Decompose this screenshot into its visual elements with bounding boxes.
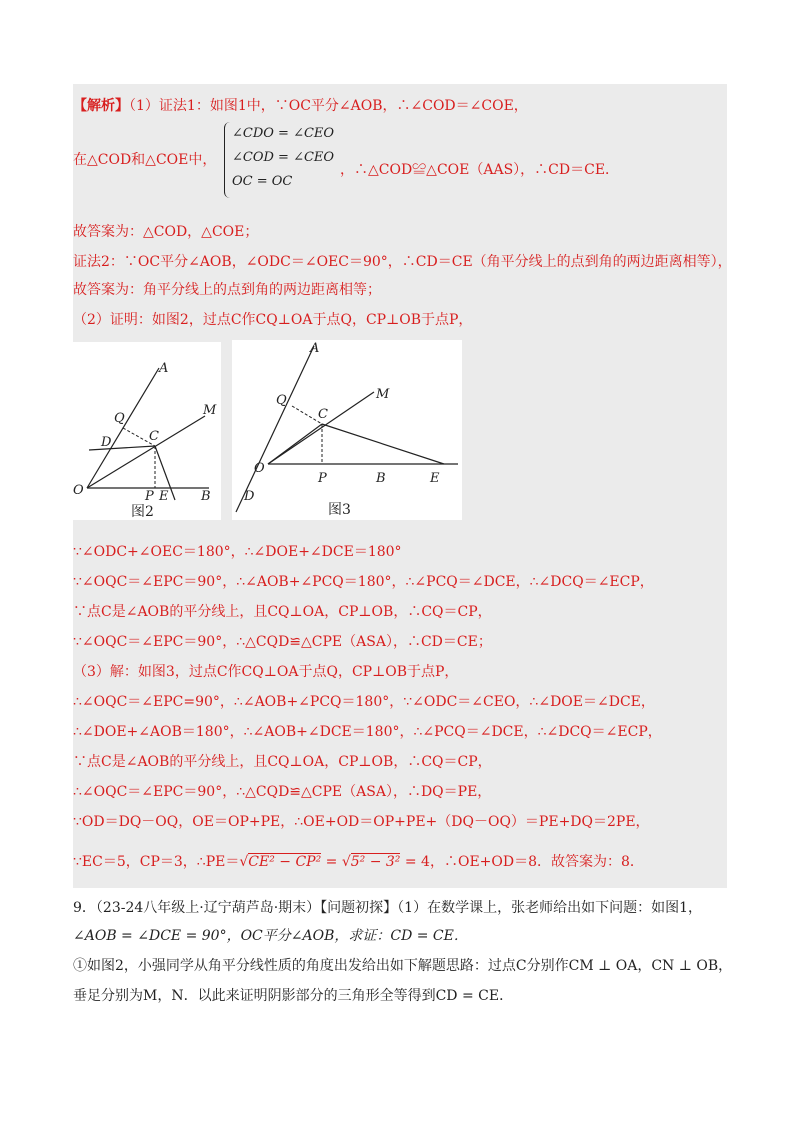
fig3-label-a: A xyxy=(310,341,320,356)
figure-2 xyxy=(73,342,221,520)
solution-17-suffix: ，∴OE+OD＝8．故答案为：8． xyxy=(429,854,644,870)
solution-text-1: （1）证法1：如图1中，∵OC平分∠AOB，∴∠COD＝∠COE， xyxy=(129,98,528,114)
figure-3 xyxy=(232,340,462,520)
fig3-label-m: M xyxy=(376,387,390,402)
solution-tag: 【解析】 xyxy=(73,98,129,114)
fig2-label-a: A xyxy=(159,361,169,376)
solution-line-14: ∵点C是∠AOB的平分线上，且CQ⊥OA，CP⊥OB，∴CQ＝CP， xyxy=(73,754,492,770)
fig2-label-e: E xyxy=(159,489,169,504)
equation-row-1: ∠CDO = ∠CEO xyxy=(232,126,335,141)
solution-line-1 xyxy=(73,96,528,116)
solution-line-10: ∵∠OQC＝∠EPC＝90°，∴△CQD≌△CPE（ASA），∴CD＝CE； xyxy=(73,634,492,650)
solution-line-17: ∵EC＝5，CP＝3，∴PE＝√CE² − CP² = √5² − 3² = 4，∴OE+OD＝8．故答案为：8． xyxy=(73,854,644,870)
solution-line-15: ∴∠OQC＝∠EPC＝90°，∴△CQD≌△CPE（ASA），∴DQ＝PE， xyxy=(73,784,492,800)
solution-line-16: ∵OD＝DQ－OQ，OE＝OP+PE，∴OE+OD＝OP+PE+（DQ－OQ）＝PE+DQ＝2PE， xyxy=(73,814,650,830)
fig3-label-c: C xyxy=(318,407,328,422)
fig2-label-q: Q xyxy=(114,411,125,426)
solution-line-9: ∵点C是∠AOB的平分线上，且CQ⊥OA，CP⊥OB，∴CQ＝CP， xyxy=(73,604,492,620)
sqrt-expression-1: CE² − CP² xyxy=(248,854,322,870)
question-9-line-3: ①如图2，小强同学从角平分线性质的角度出发给出如下解题思路：过点C分别作CM ⊥ OA，CN ⊥ OB， xyxy=(73,958,733,974)
solution-line-2-prefix: 在△COD和△COE中， xyxy=(73,152,217,168)
sqrt-expression-2: 5² − 3² xyxy=(350,854,401,870)
sqrt-value: = 4 xyxy=(400,854,430,870)
solution-line-13: ∴∠DOE+∠AOB＝180°，∴∠AOB+∠DCE＝180°，∴∠PCQ＝∠DCE，∴∠DCQ＝∠ECP， xyxy=(73,724,662,740)
fig3-label-b: B xyxy=(376,471,386,486)
solution-17-prefix: ∵EC＝5，CP＝3，∴PE＝ xyxy=(73,854,240,870)
fig2-label-d: D xyxy=(101,435,112,450)
fig3-label-e: E xyxy=(430,471,440,486)
figure-3-diagram xyxy=(232,340,462,520)
fig2-caption: 图2 xyxy=(131,504,154,520)
fig3-label-d: D xyxy=(244,489,255,504)
fig3-label-p: P xyxy=(318,471,327,486)
equation-row-2: ∠COD = ∠CEO xyxy=(232,150,335,165)
fig3-label-q: Q xyxy=(276,393,287,408)
question-9-line-4: 垂足分别为M，N．以此来证明阴影部分的三角形全等得到CD = CE． xyxy=(73,988,514,1004)
solution-line-5: 故答案为：角平分线上的点到角的两边距离相等； xyxy=(73,282,381,298)
solution-line-2-suffix: ，∴△COD≌△COE（AAS），∴CD＝CE． xyxy=(340,162,620,178)
fig2-label-c: C xyxy=(149,429,159,444)
fig2-label-m: M xyxy=(203,403,217,418)
equation-row-3: OC = OC xyxy=(232,174,293,189)
solution-line-7: ∵∠ODC+∠OEC＝180°，∴∠DOE+∠DCE＝180° xyxy=(73,544,402,560)
fig2-label-b: B xyxy=(201,489,211,504)
solution-line-12: ∴∠OQC＝∠EPC=90°，∴∠AOB+∠PCQ＝180°，∵∠ODC＝∠CEO，∴∠DOE＝∠DCE， xyxy=(73,694,655,710)
fig3-label-o: O xyxy=(254,461,265,476)
solution-line-11: （3）解：如图3，过点C作CQ⊥OA于点Q，CP⊥OB于点P， xyxy=(73,664,459,680)
solution-line-6: （2）证明：如图2，过点C作CQ⊥OA于点Q，CP⊥OB于点P， xyxy=(73,312,473,328)
fig3-caption: 图3 xyxy=(328,502,351,518)
solution-line-8: ∵∠OQC＝∠EPC＝90°，∴∠AOB+∠PCQ＝180°，∴∠PCQ＝∠DCE，∴∠DCQ＝∠ECP， xyxy=(73,574,654,590)
equals-sign: = xyxy=(321,854,342,870)
solution-line-3: 故答案为：△COD，△COE； xyxy=(73,224,259,240)
solution-line-4: 证法2：∵OC平分∠AOB，∠ODC＝∠OEC＝90°，∴CD＝CE（角平分线上的点到角的两边距离相等）， xyxy=(73,254,732,270)
fig2-label-o: O xyxy=(73,483,84,498)
question-9-line-2: ∠AOB = ∠DCE = 90°，OC平分∠AOB，求证：CD = CE． xyxy=(73,928,468,944)
figure-2-diagram xyxy=(73,342,221,520)
question-9-line-1: 9．（23-24八年级上·辽宁葫芦岛·期末）【问题初探】（1）在数学课上，张老师给出如下问题：如图1， xyxy=(73,900,702,916)
fig2-label-p: P xyxy=(145,489,154,504)
